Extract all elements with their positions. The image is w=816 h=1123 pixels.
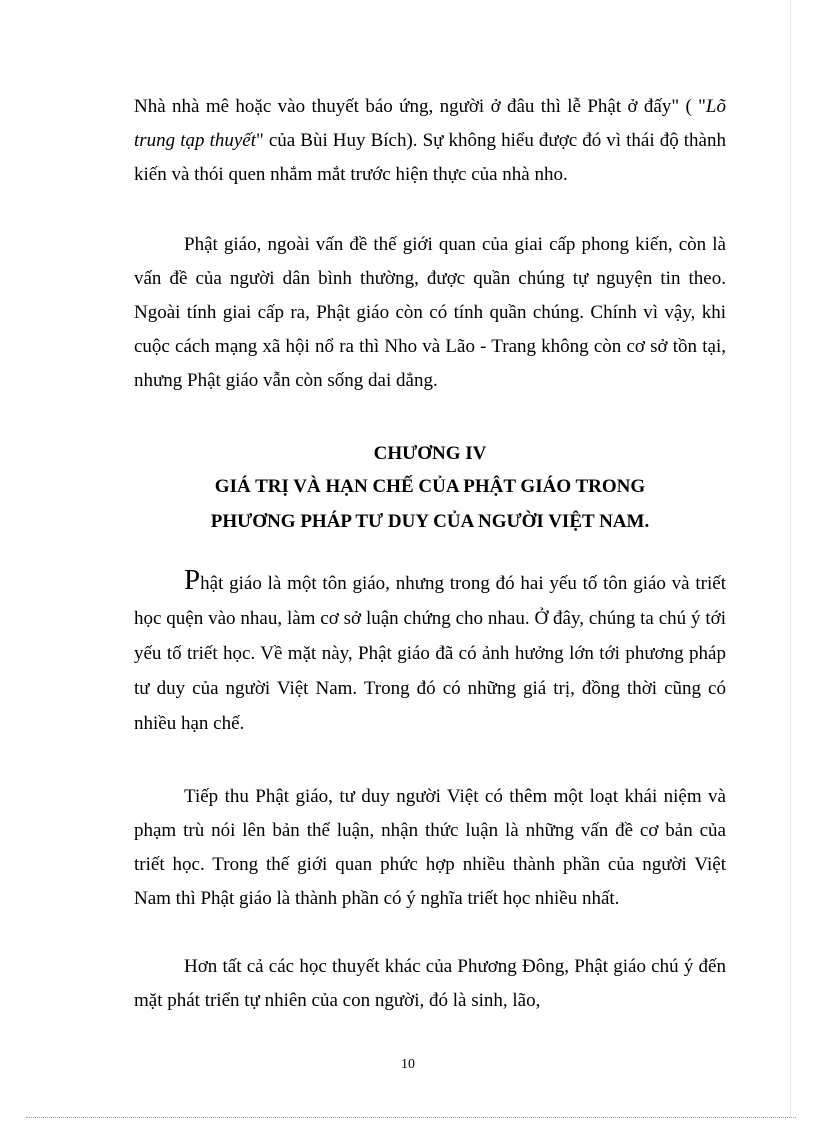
paragraph-continued (134, 90, 726, 192)
paragraph-3 (134, 566, 726, 741)
drop-cap: P (184, 564, 201, 596)
paragraph-2-block (134, 228, 726, 398)
paragraph-5: Hơn tất cả các học thuyết khác của Phương Đông, Phật giáo chú ý đến mặt phát triển tự nhiên của con người, đó là sinh, lão, (134, 956, 726, 1011)
paragraph-4-block (134, 780, 726, 916)
page-right-border (790, 0, 791, 1117)
chapter-title-line-2: PHƯƠNG PHÁP TƯ DUY CỦA NGƯỜI VIỆT NAM. (210, 511, 650, 532)
chapter-number: CHƯƠNG IV (373, 443, 487, 464)
paragraph-1 (134, 90, 726, 192)
paragraph-3-block (134, 566, 726, 741)
page-bottom-border (26, 1117, 796, 1118)
paragraph-5-block (134, 950, 726, 1018)
book-title-italic: Lõ trung tạp thuyết (134, 96, 726, 151)
paragraph-1-text-a: Nhà nhà mê hoặc vào thuyết báo ứng, người ở đâu thì lễ Phật ở đấy" ( " (134, 96, 706, 117)
paragraph-3-text: hật giáo là một tôn giáo, nhưng trong đó hai yếu tố tôn giáo và triết học quện vào nhau, làm cơ sở luận chứng cho nhau. Ở đây, chúng ta chú ý tới yếu tố triết học. Về mặt này, Phật giáo đã có ảnh hưởng lớn tới phương pháp tư duy của người Việt Nam. Trong đó có những giá trị, đồng thời cũng có nhiều hạn chế. (134, 573, 726, 734)
paragraph-4: Tiếp thu Phật giáo, tư duy người Việt có thêm một loạt khái niệm và phạm trù nói lên bản thể luận, nhận thức luận là những vấn đề cơ bản của triết học. Trong thế giới quan phức hợp nhiều thành phần của người Việt Nam thì Phật giáo là thành phần có ý nghĩa triết học nhiều nhất. (134, 786, 726, 909)
paragraph-1-text-b: " của Bùi Huy Bích). Sự không hiểu được đó vì thái độ thành kiến và thói quen nhắm mắt trước hiện thực của nhà nho. (134, 130, 726, 185)
chapter-title-line-1: GIÁ TRỊ VÀ HẠN CHẾ CỦA PHẬT GIÁO TRONG (214, 476, 646, 497)
paragraph-2: Phật giáo, ngoài vấn đề thế giới quan của giai cấp phong kiến, còn là vấn đề của người dân bình thường, được quần chúng tự nguyện tin theo. Ngoài tính giai cấp ra, Phật giáo còn có tính quần chúng. Chính vì vậy, khi cuộc cách mạng xã hội nổ ra thì Nho và Lão - Trang không còn cơ sở tồn tại, nhưng Phật giáo vẫn còn sống dai dẳng. (134, 234, 726, 391)
page-number: 10 (401, 1057, 415, 1072)
